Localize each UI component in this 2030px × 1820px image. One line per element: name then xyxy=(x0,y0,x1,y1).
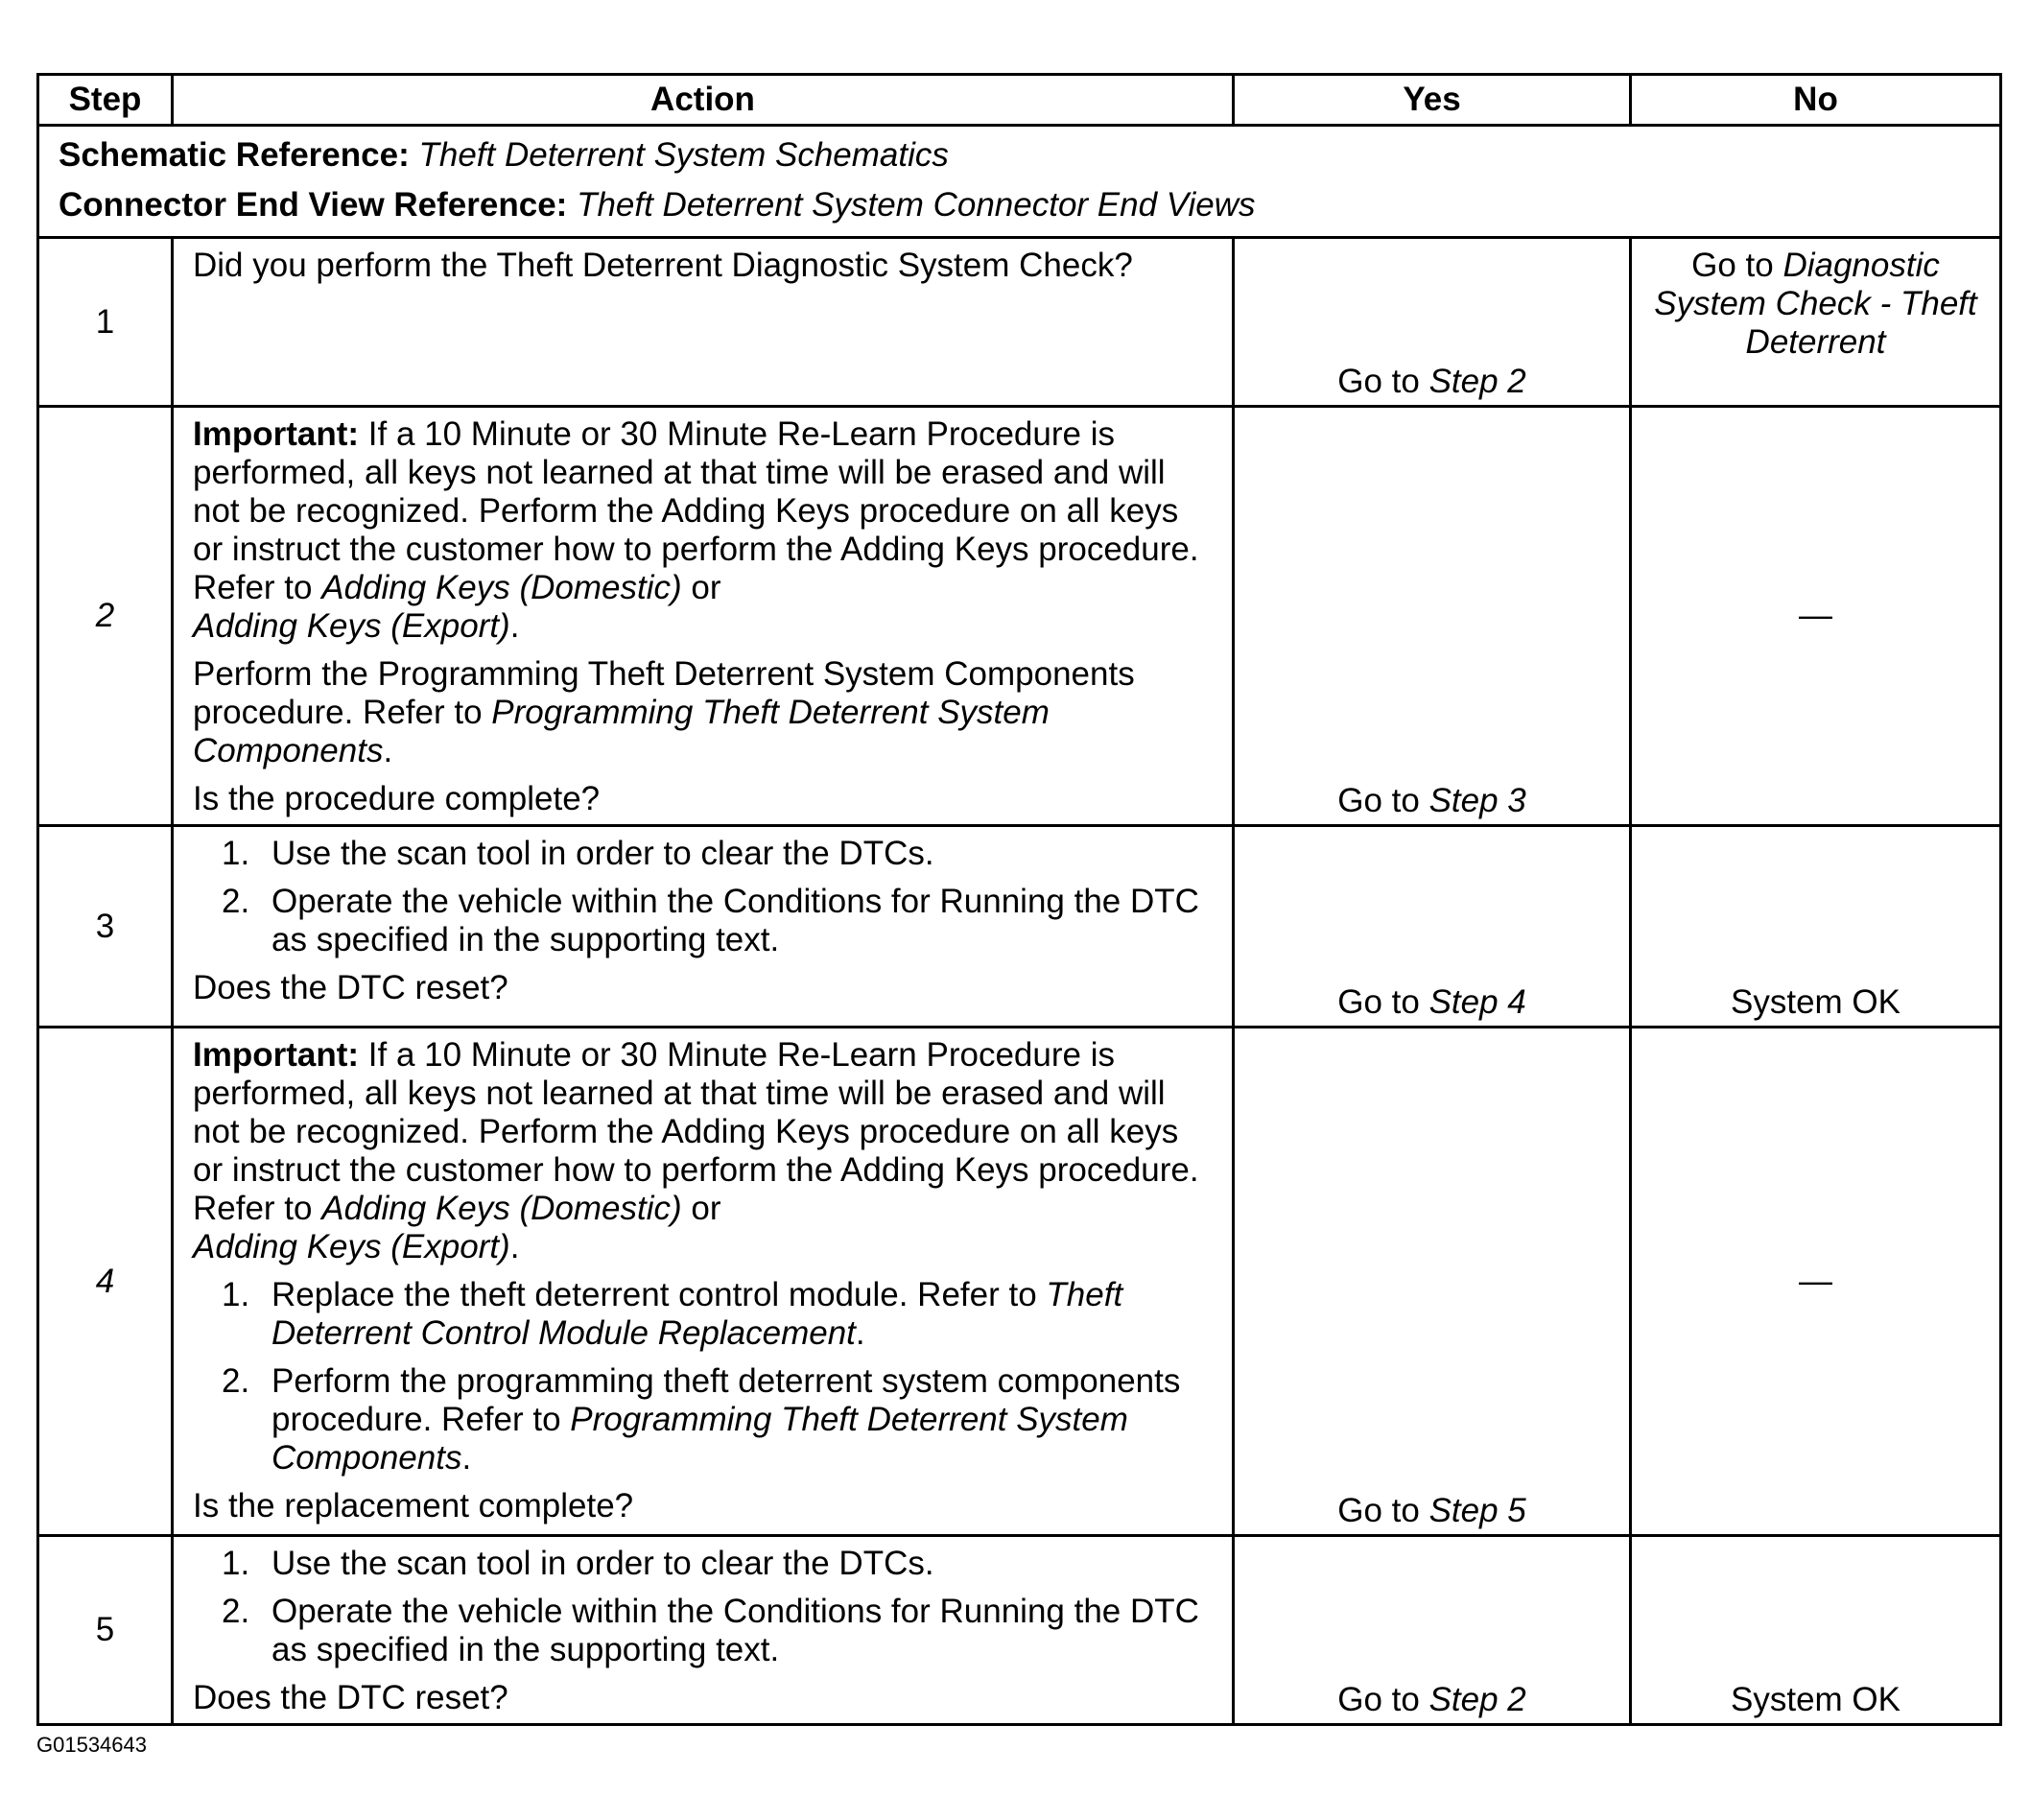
yes-cell xyxy=(1234,1028,1631,1536)
no-cell xyxy=(1631,238,2001,407)
action-cell xyxy=(173,826,1234,1028)
action-cell xyxy=(173,238,1234,407)
schematic-reference-label: Schematic Reference: xyxy=(59,136,410,174)
table-row xyxy=(38,826,2001,1028)
no-prefix: Go to xyxy=(1691,247,1774,284)
important-text: If a 10 Minute or 30 Minute Re-Learn Procedure is performed, all keys not learned at that time will be erased and will not be recognized. Perform the Adding Keys procedure on all keys or instruct the customer how to perform the Adding Keys procedure. Refer to xyxy=(193,1036,1199,1227)
header-row xyxy=(38,75,2001,126)
figure-code: G01534643 xyxy=(36,1733,147,1757)
connector-reference-link[interactable]: Theft Deterrent System Connector End Views xyxy=(577,186,1256,224)
no-result: System OK xyxy=(1731,1681,1900,1718)
no-cell xyxy=(1631,826,2001,1028)
programming-paragraph: Perform the Programming Theft Deterrent System Components procedure. Refer to Programming Theft Deterrent System Components. xyxy=(193,655,1135,769)
yes-step-link[interactable]: Step 5 xyxy=(1428,1492,1526,1529)
yes-cell xyxy=(1234,1536,1631,1725)
yes-cell xyxy=(1234,826,1631,1028)
connector-reference xyxy=(59,180,1980,230)
header-step: Step xyxy=(38,75,173,126)
action-cell xyxy=(173,1536,1234,1725)
yes-cell xyxy=(1234,238,1631,407)
or-text: or xyxy=(691,1190,721,1227)
or-text: or xyxy=(691,569,721,606)
no-cell xyxy=(1631,1028,2001,1536)
no-result: System OK xyxy=(1731,983,1900,1021)
reference-row xyxy=(38,126,2001,238)
table-row xyxy=(38,1536,2001,1725)
programming-link[interactable]: Programming Theft Deterrent System Components xyxy=(271,1401,1128,1477)
yes-step-link[interactable]: Step 2 xyxy=(1428,1681,1526,1718)
list-item: 1. Use the scan tool in order to clear the DTCs. xyxy=(222,1545,934,1582)
yes-step-link[interactable]: Step 3 xyxy=(1428,782,1526,819)
header-no: No xyxy=(1631,75,2001,126)
yes-step-link[interactable]: Step 4 xyxy=(1428,983,1526,1021)
yes-prefix: Go to xyxy=(1337,363,1420,400)
important-label: Important: xyxy=(193,415,360,453)
reference-cell xyxy=(38,126,2001,238)
header-yes: Yes xyxy=(1234,75,1631,126)
yes-prefix: Go to xyxy=(1337,983,1420,1021)
programming-link[interactable]: Programming Theft Deterrent System Components xyxy=(193,694,1050,769)
list-item: 1. Use the scan tool in order to clear the DTCs. xyxy=(222,835,934,872)
adding-keys-export-link[interactable]: Adding Keys (Export) xyxy=(193,1228,510,1265)
schematic-reference xyxy=(59,130,1980,180)
step-question: Did you perform the Theft Deterrent Diagnostic System Check? xyxy=(193,247,1133,284)
no-procedure-link[interactable]: Diagnostic System Check - Theft Deterrent xyxy=(1654,247,1977,361)
table-row xyxy=(38,407,2001,826)
step-number: 4 xyxy=(38,1028,173,1536)
adding-keys-domestic-link[interactable]: Adding Keys (Domestic) xyxy=(321,1190,682,1227)
action-list xyxy=(193,1545,1213,1669)
step-number: 2 xyxy=(38,407,173,826)
connector-reference-label: Connector End View Reference: xyxy=(59,186,568,224)
step-number: 5 xyxy=(38,1536,173,1725)
adding-keys-domestic-link[interactable]: Adding Keys (Domestic) xyxy=(321,569,682,606)
module-replacement-link[interactable]: Theft Deterrent Control Module Replacement xyxy=(271,1276,1123,1352)
step-number: 1 xyxy=(38,238,173,407)
step-number: 3 xyxy=(38,826,173,1028)
action-cell xyxy=(173,1028,1234,1536)
step-question: Does the DTC reset? xyxy=(193,1679,508,1716)
step-question: Is the procedure complete? xyxy=(193,780,601,817)
yes-cell xyxy=(1234,407,1631,826)
important-note: Important: If a 10 Minute or 30 Minute Re-Learn Procedure is performed, all keys not learned at that time will be erased and will not be recognized. Perform the Adding Keys procedure on all keys or instruct the customer how to perform the Adding Keys procedure. Refer to Adding Keys (Domestic) or Adding Keys (Export). xyxy=(193,415,1199,645)
no-dash: — xyxy=(1799,1262,1832,1300)
no-cell xyxy=(1631,1536,2001,1725)
list-item: 1. Replace the theft deterrent control module. Refer to Theft Deterrent Control Module Replacement. xyxy=(222,1276,1123,1352)
yes-prefix: Go to xyxy=(1337,1681,1420,1718)
important-label: Important: xyxy=(193,1036,360,1074)
yes-prefix: Go to xyxy=(1337,782,1420,819)
diagnostic-table xyxy=(36,73,2002,1726)
yes-step-link[interactable]: Step 2 xyxy=(1428,363,1526,400)
list-item: 2. Operate the vehicle within the Conditions for Running the DTC as specified in the supporting text. xyxy=(222,883,1199,958)
action-list xyxy=(193,835,1213,959)
action-list xyxy=(193,1276,1213,1477)
table-row xyxy=(38,238,2001,407)
important-note: Important: If a 10 Minute or 30 Minute Re-Learn Procedure is performed, all keys not learned at that time will be erased and will not be recognized. Perform the Adding Keys procedure on all keys or instruct the customer how to perform the Adding Keys procedure. Refer to Adding Keys (Domestic) or Adding Keys (Export). xyxy=(193,1036,1199,1265)
no-cell xyxy=(1631,407,2001,826)
list-item: 2. Perform the programming theft deterrent system components procedure. Refer to Programming Theft Deterrent System Components. xyxy=(222,1362,1181,1477)
yes-prefix: Go to xyxy=(1337,1492,1420,1529)
header-action: Action xyxy=(173,75,1234,126)
action-cell xyxy=(173,407,1234,826)
table-row xyxy=(38,1028,2001,1536)
schematic-reference-link[interactable]: Theft Deterrent System Schematics xyxy=(418,136,949,174)
programming-text: Perform the Programming Theft Deterrent System Components procedure. Refer to xyxy=(193,655,1135,731)
list-item: 2. Operate the vehicle within the Conditions for Running the DTC as specified in the supporting text. xyxy=(222,1593,1199,1668)
adding-keys-export-link[interactable]: Adding Keys (Export) xyxy=(193,607,510,645)
important-text: If a 10 Minute or 30 Minute Re-Learn Procedure is performed, all keys not learned at that time will be erased and will not be recognized. Perform the Adding Keys procedure on all keys or instruct the customer how to perform the Adding Keys procedure. Refer to xyxy=(193,415,1199,606)
no-dash: — xyxy=(1799,597,1832,634)
step-question: Is the replacement complete? xyxy=(193,1487,634,1525)
step-question: Does the DTC reset? xyxy=(193,969,508,1006)
